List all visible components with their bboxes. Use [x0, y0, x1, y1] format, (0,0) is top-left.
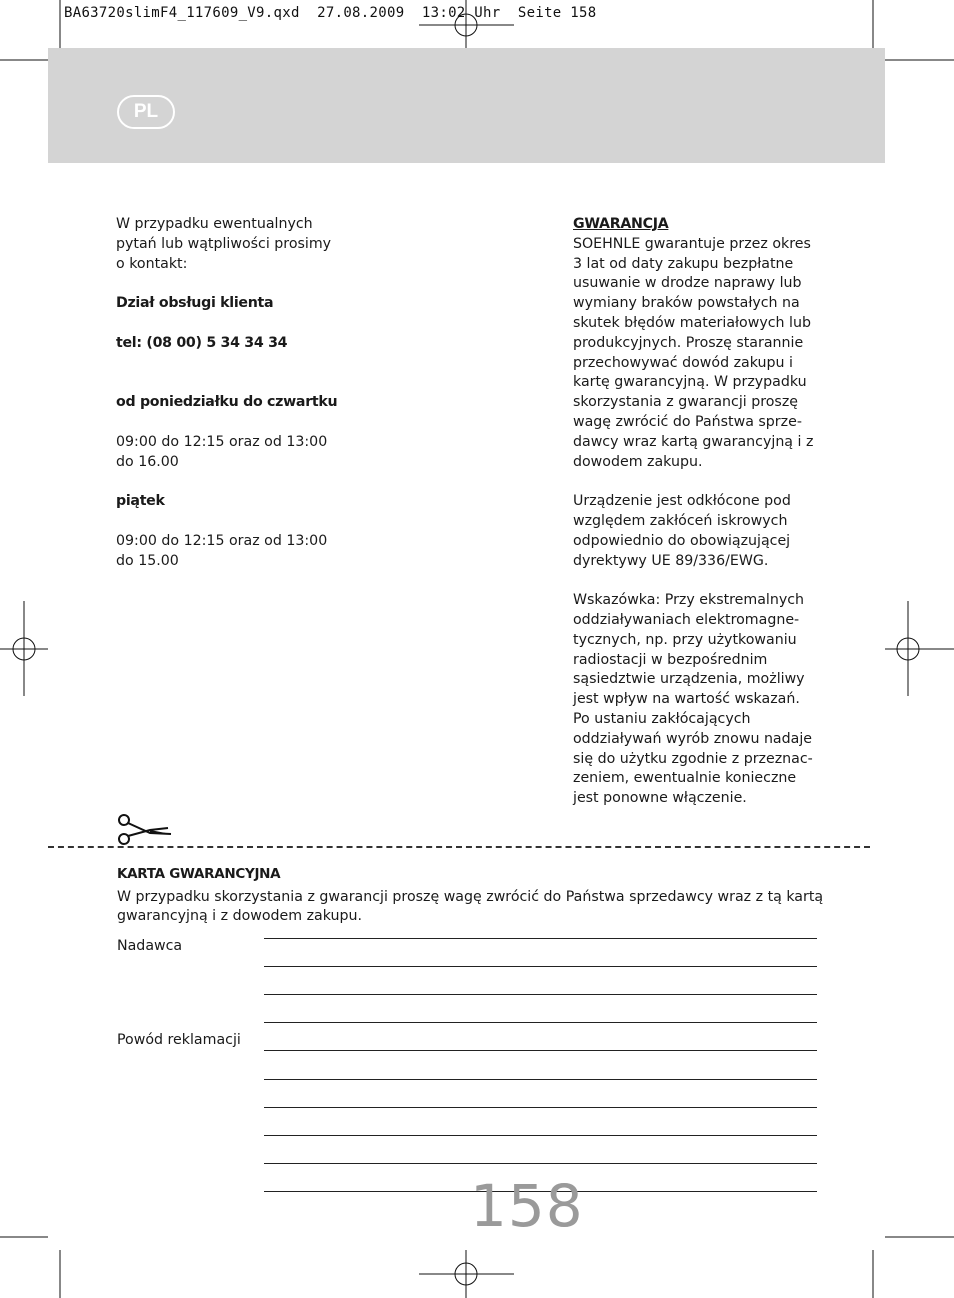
note-text	[573, 591, 823, 809]
warranty-text-line: wymiany braków powstałych na	[573, 295, 800, 312]
file-slug: BA63720slimF4_117609_V9.qxd 27.08.2009 13:02 Uhr Seite 158	[64, 5, 597, 21]
friday-hours: do 15.00	[116, 552, 179, 569]
note-text-line: się do użytku zgodnie z przeznac-	[573, 750, 813, 767]
weekdays-heading: od poniedziałku do czwartku	[116, 394, 338, 411]
note-text-line: oddziaływaniach elektromagne-	[573, 611, 800, 628]
note-text-line: Po ustaniu zakłócających	[573, 710, 751, 727]
card-title: KARTA GWARANCYJNA	[117, 866, 281, 882]
warranty-text	[573, 235, 823, 473]
reason-input-line[interactable]	[264, 1107, 817, 1108]
instructions-line: gwarancyjną i z dowodem zakupu.	[117, 908, 363, 924]
note-text-line: jest wpływ na wartość wskazań.	[573, 691, 800, 708]
warranty-column	[573, 215, 823, 809]
warranty-text-line: skutek błędów materiałowych lub	[573, 314, 811, 331]
reason-input-line[interactable]	[264, 1135, 817, 1136]
emc-text-line: odpowiednio do obowiązującej	[573, 532, 791, 549]
sender-input-line[interactable]	[264, 938, 817, 939]
weekdays-hours: 09:00 do 12:15 oraz od 13:00	[116, 433, 328, 450]
emc-text-line: dyrektywy UE 89/336/EWG.	[573, 552, 769, 569]
friday-heading: piątek	[116, 493, 165, 510]
warranty-heading: GWARANCJA	[573, 216, 669, 232]
note-text-line: zeniem, ewentualnie konieczne	[573, 770, 797, 787]
reason-label: Powód reklamacji	[117, 1032, 241, 1048]
phone-number: tel: (08 00) 5 34 34 34	[116, 334, 288, 351]
warranty-text-line: dowodem zakupu.	[573, 453, 703, 470]
sender-label: Nadawca	[117, 938, 183, 954]
note-text-line: oddziaływań wyrób znowu nadaje	[573, 730, 812, 747]
emc-text-line: Urządzenie jest odkłócone pod	[573, 493, 791, 510]
instructions-line: W przypadku skorzystania z gwarancji proszę wagę zwrócić do Państwa sprzedawcy wraz z tą kartą	[117, 889, 824, 905]
intro-line: o kontakt:	[116, 255, 188, 272]
note-text-line: Wskazówka: Przy ekstremalnych	[573, 592, 805, 609]
note-text-line: jest ponowne włączenie.	[573, 790, 747, 807]
card-instructions	[117, 888, 827, 926]
note-text-line: radiostacji w bezpośrednim	[573, 651, 768, 668]
sender-input-line[interactable]	[264, 994, 817, 995]
reason-input-line[interactable]	[264, 1079, 817, 1080]
sender-input-line[interactable]	[264, 1050, 817, 1051]
page-number: 158	[470, 1172, 584, 1240]
intro-line: W przypadku ewentualnych	[116, 216, 313, 232]
sender-input-line[interactable]	[264, 966, 817, 967]
intro-line: pytań lub wątpliwości prosimy	[116, 235, 332, 252]
warranty-text-line: usuwanie w drodze naprawy lub	[573, 275, 802, 292]
emc-text	[573, 492, 823, 571]
warranty-text-line: wagę zwrócić do Państwa sprze-	[573, 413, 802, 430]
warranty-text-line: przechowywać dowód zakupu i	[573, 354, 793, 371]
sender-input-line[interactable]	[264, 1022, 817, 1023]
contact-column	[116, 215, 376, 571]
language-badge: PL	[117, 95, 175, 129]
note-text-line: tycznych, np. przy użytkowaniu	[573, 631, 797, 648]
warranty-text-line: kartę gwarancyjną. W przypadku	[573, 374, 807, 391]
warranty-text-line: 3 lat od daty zakupu bezpłatne	[573, 255, 794, 272]
department-heading: Dział obsługi klienta	[116, 295, 274, 312]
reason-input-line[interactable]	[264, 1163, 817, 1164]
scissors-icon	[116, 813, 174, 847]
cut-line	[48, 846, 870, 848]
warranty-text-line: skorzystania z gwarancji proszę	[573, 394, 798, 411]
friday-hours: 09:00 do 12:15 oraz od 13:00	[116, 532, 328, 549]
note-text-line: sąsiedztwie urządzenia, możliwy	[573, 671, 805, 688]
emc-text-line: względem zakłóceń iskrowych	[573, 512, 788, 529]
weekdays-hours: do 16.00	[116, 453, 179, 470]
warranty-text-line: SOEHNLE gwarantuje przez okres	[573, 235, 811, 252]
warranty-text-line: produkcyjnych. Proszę starannie	[573, 334, 804, 351]
warranty-text-line: dawcy wraz kartą gwarancyjną i z	[573, 433, 814, 450]
